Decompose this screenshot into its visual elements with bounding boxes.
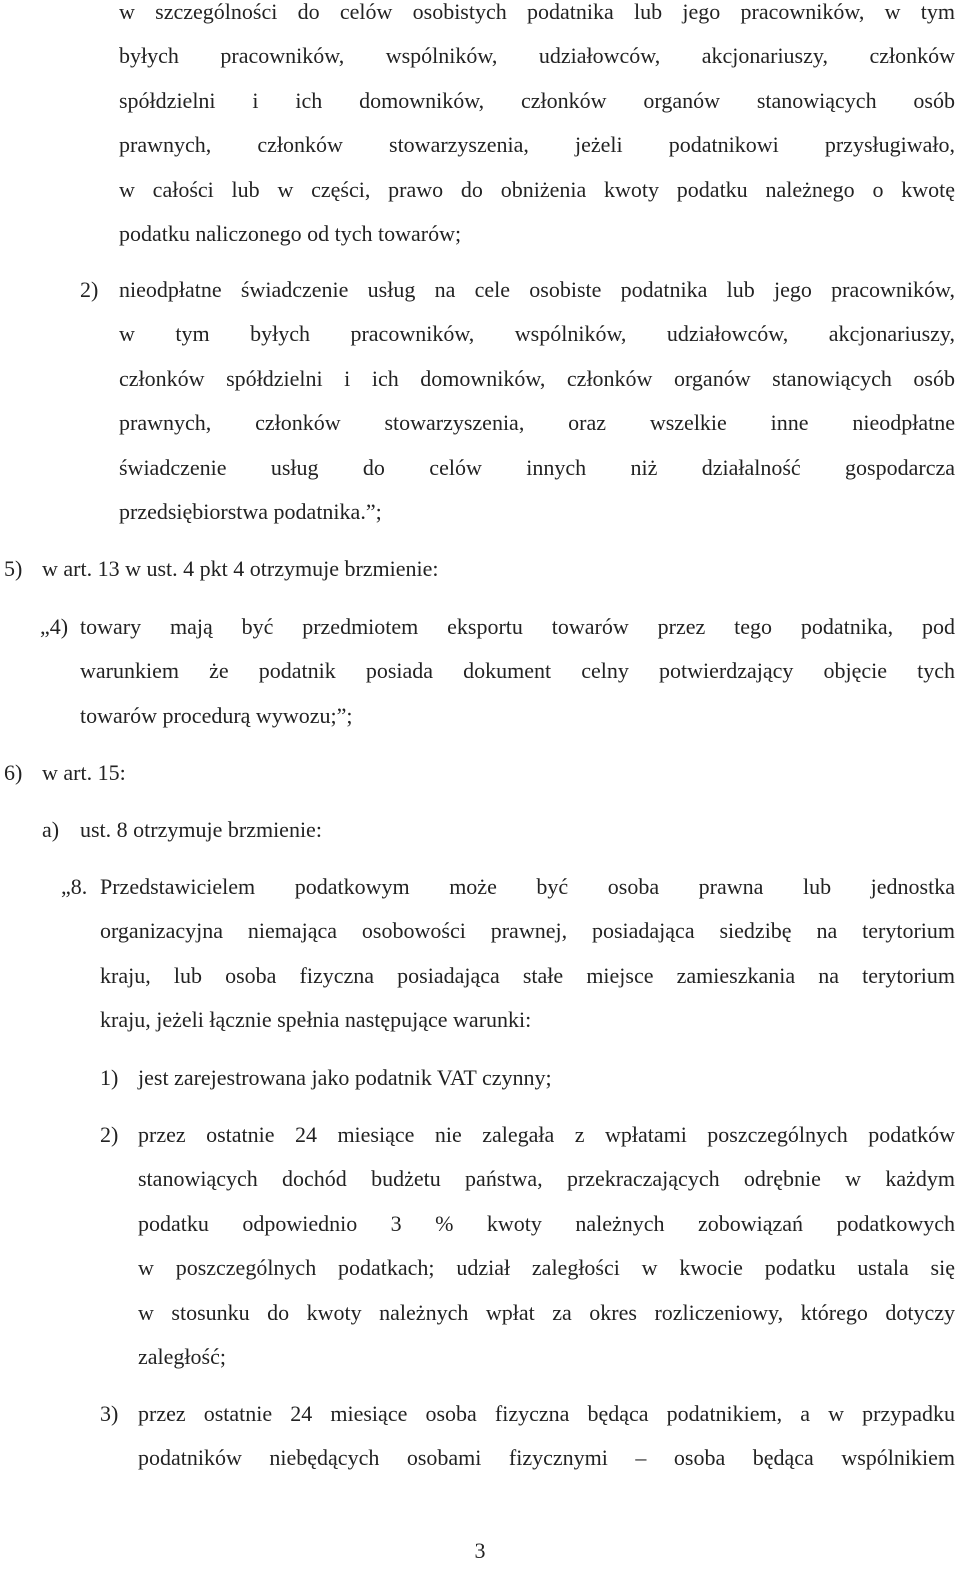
text-line: w szczególności do celów osobistych podatnika lub jego pracowników, w tym (119, 0, 955, 24)
text-line: podatku odpowiednio 3 % kwoty należnych zobowiązań podatkowych (138, 1210, 955, 1236)
sub-item-text: ust. 8 otrzymuje brzmienie: (80, 817, 322, 842)
condition-number: 1) (100, 1065, 119, 1090)
text-line: świadczenie usług do celów innych niż działalność gospodarcza (119, 454, 955, 480)
sub-item-letter: a) (42, 817, 60, 842)
text-line: przedsiębiorstwa podatnika.”; (119, 498, 382, 524)
text-line: zaległość; (138, 1343, 226, 1369)
text-line: organizacyjna niemająca osobowości prawnej, posiadająca siedzibę na terytorium (100, 918, 955, 944)
text-line: podatku naliczonego od tych towarów; (119, 220, 462, 246)
text-line: w tym byłych pracowników, wspólników, udziałowców, akcjonariuszy, (119, 321, 955, 347)
text-line: towary mają być przedmiotem eksportu towarów przez tego podatnika, pod (80, 614, 955, 639)
page-number: 3 (474, 1538, 486, 1563)
condition-text (138, 1392, 955, 1481)
condition-text: jest zarejestrowana jako podatnik VAT czynny; (138, 1065, 552, 1090)
list-item-number: 2) (80, 277, 99, 302)
list-item-text (119, 268, 955, 534)
text-line: przez ostatnie 24 miesiące osoba fizyczna będąca podatnikiem, a w przypadku (138, 1401, 955, 1426)
list-item-number: 6) (4, 760, 23, 785)
text-line: prawnych, członków stowarzyszenia, oraz wszelkie inne nieodpłatne (119, 410, 955, 436)
text-line: podatników niebędących osobami fizycznymi – osoba będąca wspólnikiem (138, 1445, 955, 1471)
list-item-number: 5) (4, 556, 23, 581)
continued-paragraph (119, 0, 955, 256)
quoted-paragraph-number: „8. (61, 874, 88, 899)
text-line: w całości lub w części, prawo do obniżenia kwoty podatku należnego o kwotę (119, 176, 955, 202)
text-line: spółdzielni i ich domowników, członków organów stanowiących osób (119, 87, 955, 113)
text-line: kraju, jeżeli łącznie spełnia następujące warunki: (100, 1007, 532, 1033)
list-item-text: w art. 13 w ust. 4 pkt 4 otrzymuje brzmienie: (42, 556, 439, 581)
text-line: Przedstawicielem podatkowym może być osoba prawna lub jednostka (100, 874, 955, 899)
condition-number: 3) (100, 1401, 119, 1426)
text-line: kraju, lub osoba fizyczna posiadająca stałe miejsce zamieszkania na terytorium (100, 962, 955, 988)
condition-number: 2) (100, 1122, 119, 1147)
list-item-text: w art. 15: (42, 760, 126, 785)
quoted-item-text (80, 605, 955, 738)
text-line: towarów procedurą wywozu;”; (80, 702, 353, 728)
text-line: przez ostatnie 24 miesiące nie zalegała z wpłatami poszczególnych podatków (138, 1122, 955, 1147)
text-line: w poszczególnych podatkach; udział zaległości w kwocie podatku ustala się (138, 1255, 955, 1281)
text-line: członków spółdzielni i ich domowników, członków organów stanowiących osób (119, 365, 955, 391)
text-line: warunkiem że podatnik posiada dokument celny potwierdzający objęcie tych (80, 658, 955, 684)
quoted-item-number: „4) (40, 614, 69, 639)
text-line: w stosunku do kwoty należnych wpłat za okres rozliczeniowy, którego dotyczy (138, 1299, 955, 1325)
text-line: prawnych, członków stowarzyszenia, jeżeli podatnikowi przysługiwało, (119, 132, 955, 158)
quoted-paragraph-text (100, 865, 955, 1043)
text-line: byłych pracowników, wspólników, udziałowców, akcjonariuszy, członków (119, 43, 955, 69)
text-line: stanowiących dochód budżetu państwa, przekraczających odrębnie w każdym (138, 1166, 955, 1192)
text-line: nieodpłatne świadczenie usług na cele osobiste podatnika lub jego pracowników, (119, 277, 955, 302)
condition-text (138, 1113, 955, 1379)
